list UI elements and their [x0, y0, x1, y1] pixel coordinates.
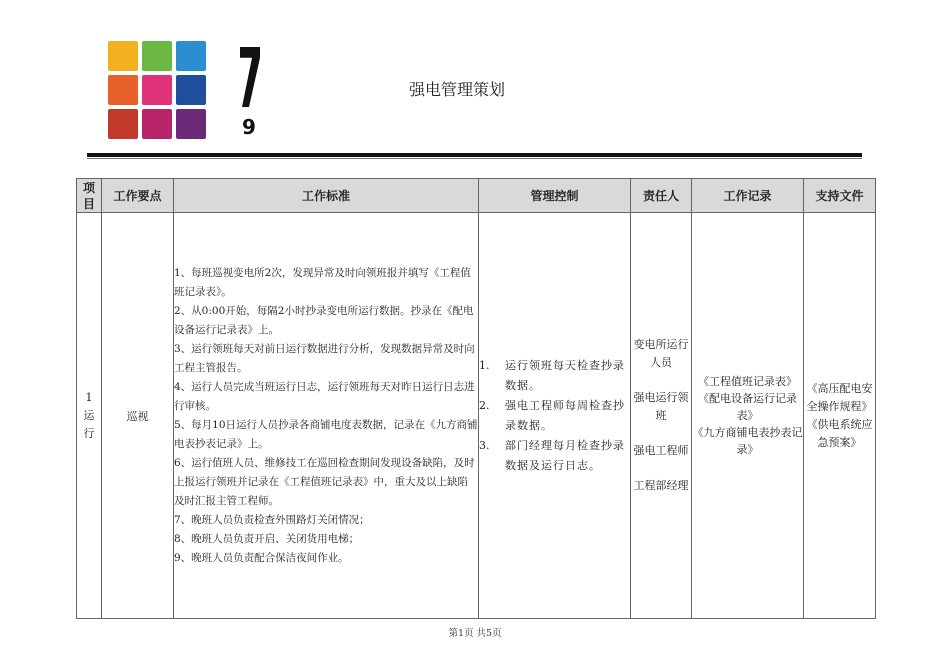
- company-logo: [108, 41, 212, 142]
- cell-support-docs: [804, 213, 876, 619]
- header-responsible: 责任人: [631, 179, 692, 213]
- logo-glyph-nine: 9: [242, 115, 256, 139]
- logo-glyph-seven: [240, 47, 260, 107]
- cell-work-point: 巡视: [102, 213, 174, 619]
- logo-square: [176, 75, 206, 105]
- standard-line: 8、晚班人员负责开启、关闭货用电梯；: [174, 532, 360, 545]
- cell-work-standard: [174, 213, 479, 619]
- cell-responsible: [631, 213, 692, 619]
- cell-work-record: [692, 213, 804, 619]
- responsible-person: 变电所运行人员: [633, 338, 689, 369]
- record-entry: 《九方商铺电表抄表记录》: [692, 426, 803, 456]
- record-entry: 《工程值班记录表》《配电设备运行记录表》: [698, 375, 797, 422]
- responsible-person: 强电运行领班: [633, 391, 689, 422]
- list-item: [479, 396, 630, 436]
- logo-square: [108, 75, 138, 105]
- header-work-point: 工作要点: [102, 179, 174, 213]
- support-document: 《高压配电安全操作规程》: [806, 381, 873, 413]
- logo-square: [176, 109, 206, 139]
- standard-line: 4、运行人员完成当班运行日志，运行领班每天对昨日运行日志进行审核。: [174, 380, 475, 412]
- header-work-standard: 工作标准: [174, 179, 479, 213]
- logo-square: [108, 41, 138, 71]
- cell-item: [77, 213, 102, 619]
- responsible-person: 工程部经理: [633, 479, 689, 492]
- table-header-row: [77, 179, 876, 213]
- logo-square: [142, 109, 172, 139]
- item-number: 1: [85, 390, 93, 404]
- standard-line: 5、每月10日运行人员抄录各商铺电度表数据，记录在《九方商铺电表抄表记录》上。: [174, 418, 478, 450]
- control-list: [479, 356, 630, 476]
- header-rule: [87, 153, 862, 157]
- control-number: 2.: [479, 398, 490, 412]
- standard-line: 1、每班巡视变电所2次，发现异常及时向领班报并填写《工程值班记录表》。: [174, 266, 471, 298]
- item-name: [77, 407, 101, 443]
- document-title: 强电管理策划: [409, 80, 506, 99]
- control-text: 部门经理每月检查抄录数据及运行日志。: [505, 438, 625, 472]
- responsible-person: 强电工程师: [633, 444, 689, 457]
- logo-square: [108, 109, 138, 139]
- control-number: 3.: [479, 438, 490, 452]
- page-footer: 第1页 共5页: [448, 628, 502, 639]
- list-item: [479, 436, 630, 476]
- header-item: 项目: [77, 179, 102, 213]
- control-text: 运行领班每天检查抄录数据。: [505, 358, 625, 392]
- control-number: 1.: [479, 358, 490, 372]
- table-row: [77, 213, 876, 619]
- header-management-control: 管理控制: [479, 179, 631, 213]
- logo-square: [176, 41, 206, 71]
- cell-management-control: [479, 213, 631, 619]
- logo-square: [142, 41, 172, 71]
- item-name-char: 行: [83, 426, 95, 440]
- header-work-record: 工作记录: [692, 179, 804, 213]
- logo-text-fragment: [238, 45, 262, 143]
- standard-line: 9、晚班人员负责配合保洁夜间作业。: [174, 551, 349, 564]
- support-document: 《供电系统应急预案》: [806, 417, 873, 449]
- management-table: [76, 178, 876, 619]
- header-support-docs: 支持文件: [804, 179, 876, 213]
- standard-line: 7、晚班人员负责检查外围路灯关闭情况；: [174, 513, 370, 526]
- control-text: 强电工程师每周检查抄录数据。: [505, 398, 625, 432]
- list-item: [479, 356, 630, 396]
- logo-square: [142, 75, 172, 105]
- header-rule-thin: [87, 158, 862, 159]
- standard-line: 6、运行值班人员、维修技工在巡回检查期间发现设备缺陷，及时上报运行领班并记录在《工程值班记录表》中，重大及以上缺陷及时汇报主管工程师。: [174, 456, 475, 507]
- standard-line: 3、运行领班每天对前日运行数据进行分析，发现数据异常及时向工程主管报告。: [174, 342, 475, 374]
- item-name-char: 运: [83, 408, 95, 422]
- standard-line: 2、从0:00开始，每隔2小时抄录变电所运行数据。抄录在《配电设备运行记录表》上。: [174, 304, 474, 336]
